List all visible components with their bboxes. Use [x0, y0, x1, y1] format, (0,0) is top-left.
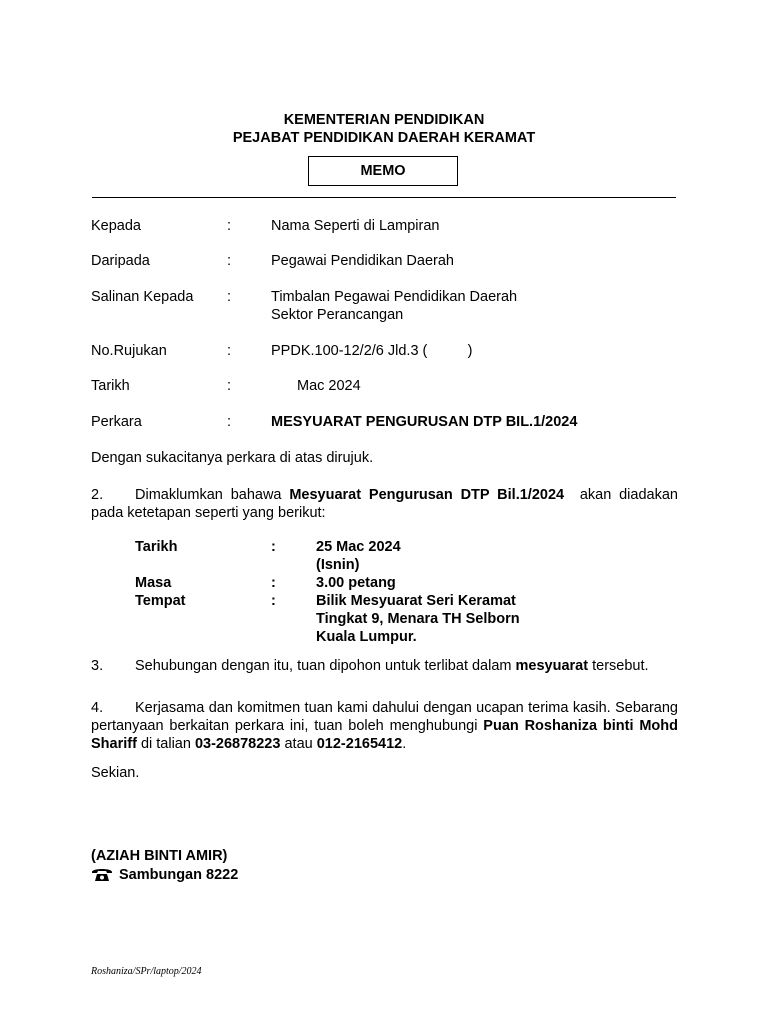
detail-tempat-line2: Tingkat 9, Menara TH Selborn	[316, 611, 520, 627]
paragraph-3-text-b: tersebut.	[588, 658, 649, 674]
telephone-icon	[91, 866, 113, 882]
detail-tempat-colon: :	[271, 593, 276, 609]
paragraph-2-text-a: Dimaklumkan bahawa	[135, 487, 290, 503]
paragraph-2-number: 2.	[91, 487, 104, 503]
signatory-extension	[91, 866, 238, 883]
office-title: PEJABAT PENDIDIKAN DAERAH KERAMAT	[232, 130, 536, 146]
memo-box	[308, 156, 458, 186]
detail-masa-value: 3.00 petang	[316, 575, 396, 591]
paragraph-3-text-a: Sehubungan dengan itu, tuan dipohon untuk terlibat dalam	[135, 658, 516, 674]
detail-tarikh-day: (Isnin)	[316, 557, 360, 573]
rujukan-value: PPDK.100-12/2/6 Jld.3 ( )	[271, 343, 473, 359]
detail-tarikh-colon: :	[271, 539, 276, 555]
contact-phone-mobile: 012-2165412	[316, 736, 403, 752]
tarikh-value: Mac 2024	[297, 378, 361, 394]
paragraph-2	[91, 486, 683, 522]
paragraph-4-text-c: atau	[280, 736, 317, 752]
header-divider	[92, 197, 676, 198]
contact-person: Puan Roshaniza binti Mohd Shariff	[91, 718, 678, 752]
memo-label: MEMO	[360, 163, 406, 179]
daripada-colon: :	[227, 253, 232, 269]
signatory-name: (AZIAH BINTI AMIR)	[91, 848, 228, 864]
kepada-value: Nama Seperti di Lampiran	[271, 218, 440, 234]
tarikh-colon: :	[227, 378, 232, 394]
paragraph-4-text-a: Kerjasama dan komitmen tuan kami dahului dengan ucapan terima kasih. Sebarang pertanyaan berkaitan perkara ini, tuan boleh menghubungi	[91, 700, 678, 734]
rujukan-colon: :	[227, 343, 232, 359]
kepada-colon: :	[227, 218, 232, 234]
daripada-label: Daripada	[91, 253, 150, 269]
detail-masa-label: Masa	[135, 575, 172, 591]
closing-line: Sekian.	[91, 765, 140, 781]
paragraph-2-text-b: akan diadakan pada ketetapan seperti yang berikut:	[91, 487, 683, 521]
contact-phone-office: 03-26878223	[194, 736, 281, 752]
salinan-label: Salinan Kepada	[91, 289, 194, 305]
footer-reference: Roshaniza/SPr/laptop/2024	[91, 966, 202, 977]
paragraph-4-number: 4.	[91, 700, 104, 716]
paragraph-3-bold: mesyuarat	[515, 658, 589, 674]
daripada-value: Pegawai Pendidikan Daerah	[271, 253, 454, 269]
detail-tempat-line3: Kuala Lumpur.	[316, 629, 417, 645]
paragraph-4-text-d: .	[402, 736, 407, 752]
perkara-value: MESYUARAT PENGURUSAN DTP BIL.1/2024	[271, 414, 578, 430]
salinan-value-line2: Sektor Perancangan	[271, 307, 404, 323]
detail-tarikh-label: Tarikh	[135, 539, 178, 555]
paragraph-3	[91, 657, 678, 675]
extension-text: Sambungan 8222	[119, 867, 239, 883]
kepada-label: Kepada	[91, 218, 141, 234]
tarikh-label: Tarikh	[91, 378, 130, 394]
paragraph-4	[91, 699, 678, 753]
perkara-colon: :	[227, 414, 232, 430]
detail-masa-colon: :	[271, 575, 276, 591]
detail-tarikh-value: 25 Mac 2024	[316, 539, 401, 555]
detail-tempat-label: Tempat	[135, 593, 186, 609]
ministry-title: KEMENTERIAN PENDIDIKAN	[283, 112, 485, 128]
detail-tempat-line1: Bilik Mesyuarat Seri Keramat	[316, 593, 516, 609]
paragraph-2-meeting-name: Mesyuarat Pengurusan DTP Bil.1/2024	[289, 487, 565, 503]
opening-line: Dengan sukacitanya perkara di atas dirujuk.	[91, 450, 374, 466]
perkara-label: Perkara	[91, 414, 142, 430]
paragraph-4-text-b: di talian	[136, 736, 195, 752]
paragraph-3-number: 3.	[91, 658, 104, 674]
salinan-value-line1: Timbalan Pegawai Pendidikan Daerah	[271, 289, 518, 305]
salinan-colon: :	[227, 289, 232, 305]
rujukan-label: No.Rujukan	[91, 343, 167, 359]
